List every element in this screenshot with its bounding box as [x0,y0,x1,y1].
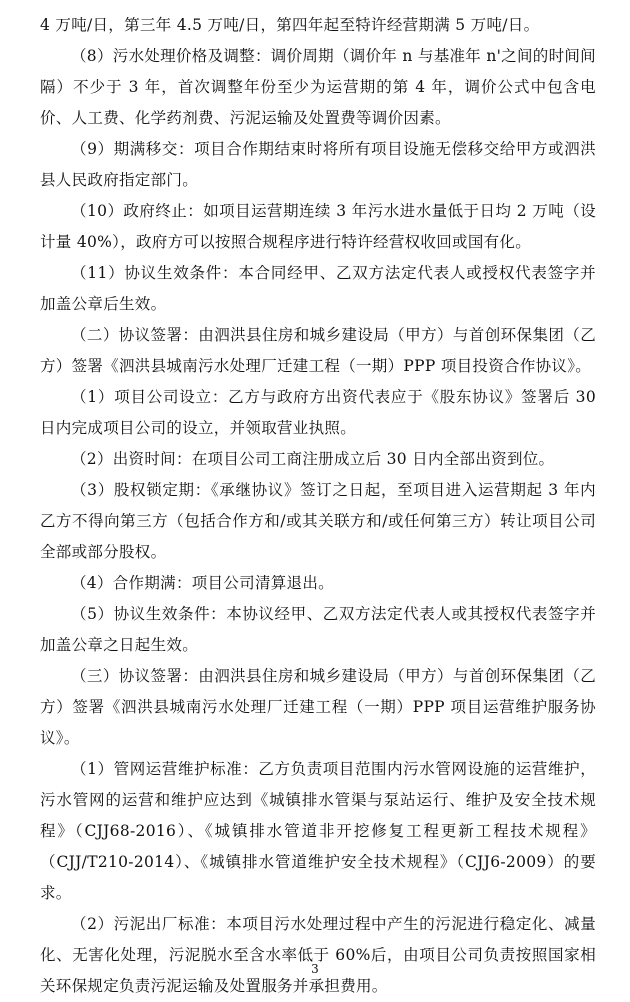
paragraph: （2）出资时间：在项目公司工商注册成立后 30 日内全部出资到位。 [71,450,555,468]
paragraph: （1）项目公司设立：乙方与政府方出资代表应于《股东协议》签署后 30 日内完成项目公司的设立，并领取营业执照。 [40,388,596,437]
page-number: 3 [311,962,319,976]
paragraph: （8）污水处理价格及调整：调价周期（调价年 n 与基准年 n'之间的时间间隔）不少于 3 年，首次调整年份至少为运营期的第 4 年，调价公式中包含电价、人工费、化学药剂费、污泥运输及处置费等调价因素。 [40,47,596,127]
paragraph: （4）合作期满：项目公司清算退出。 [71,574,334,592]
paragraph: （3）股权锁定期：《承继协议》签订之日起，至项目进入运营期起 3 年内乙方不得向第三方（包括合作方和/或其关联方和/或任何第三方）转让项目公司全部或部分股权。 [40,481,596,561]
paragraph: （9）期满移交：项目合作期结束时将所有项目设施无偿移交给甲方或泗洪县人民政府指定部门。 [40,140,596,189]
paragraph: （10）政府终止：如项目运营期连续 3 年污水进水量低于日均 2 万吨（设计量 40%），政府方可以按照合规程序进行特许经营权收回或国有化。 [40,202,596,251]
paragraph: （三）协议签署：由泗洪县住房和城乡建设局（甲方）与首创环保集团（乙方）签署《泗洪县城南污水处理厂迁建工程（一期）PPP 项目运营维护服务协议》。 [40,667,596,747]
paragraph: （2）污泥出厂标准：本项目污水处理过程中产生的污泥进行稳定化、减量化、无害化处理，污泥脱水至含水率低于 60%后，由项目公司负责按照国家相关环保规定负责污泥运输及处置服务并承担费用。 [40,915,596,995]
paragraph: （1）管网运营维护标准：乙方负责项目范围内污水管网设施的运营维护，污水管网的运营和维护应达到《城镇排水管渠与泵站运行、维护及安全技术规程》（CJJ68-2016）、《城镇排水管道非开挖修复工程更新工程技术规程》（CJJ/T210-2014）、《城镇排水管道维护安全技术规程》（CJJ6-2009）的要求。 [40,760,596,902]
document-body [40,10,596,1002]
paragraph: 4 万吨/日，第三年 4.5 万吨/日，第四年起至特许经营期满 5 万吨/日。 [40,16,540,34]
paragraph: （二）协议签署：由泗洪县住房和城乡建设局（甲方）与首创环保集团（乙方）签署《泗洪县城南污水处理厂迁建工程（一期）PPP 项目投资合作协议》。 [40,326,596,375]
paragraph: （5）协议生效条件：本协议经甲、乙双方法定代表人或其授权代表签字并加盖公章之日起生效。 [40,605,596,654]
paragraph: （11）协议生效条件：本合同经甲、乙双方法定代表人或授权代表签字并加盖公章后生效。 [40,264,596,313]
